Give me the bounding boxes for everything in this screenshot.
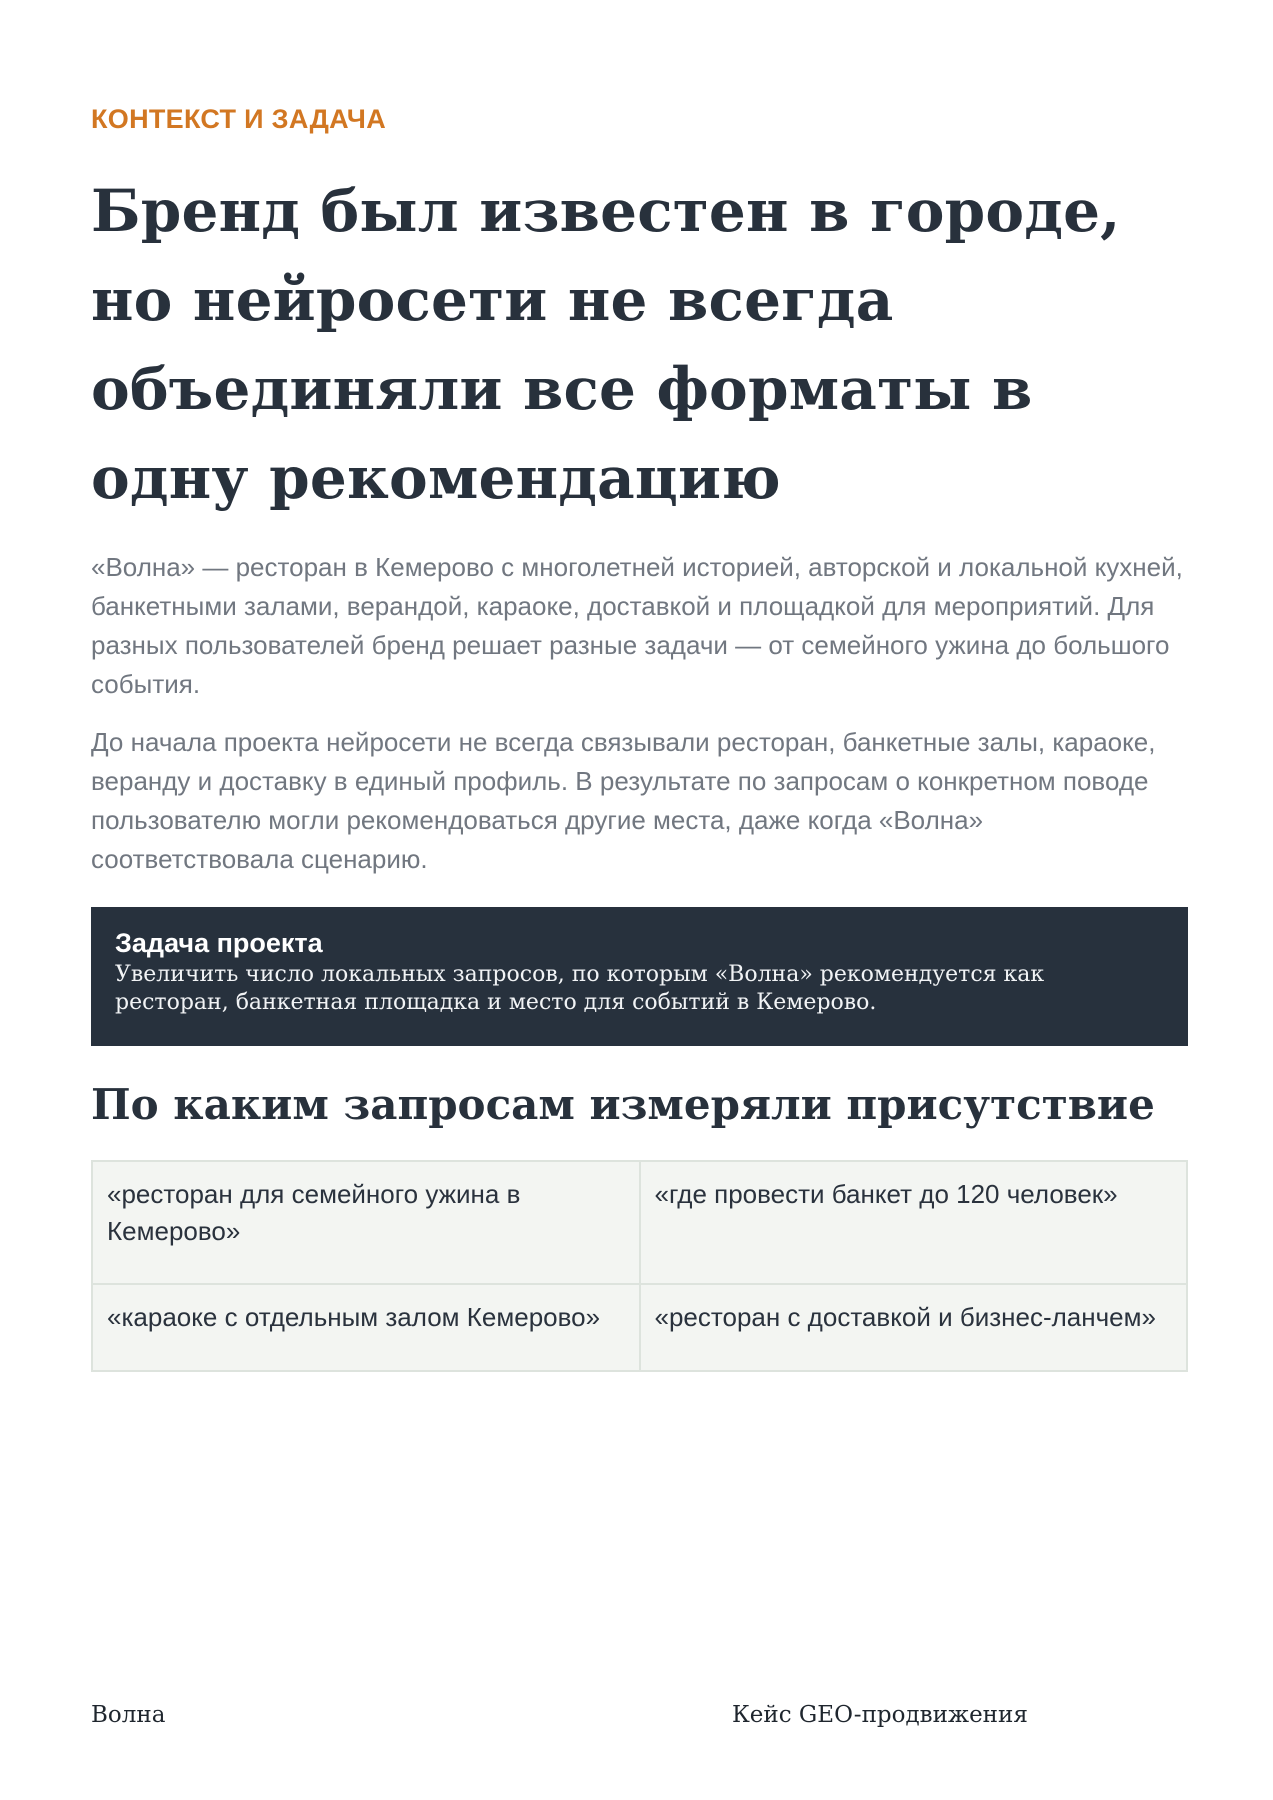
query-cell: «ресторан для семейного ужина в Кемерово»	[92, 1161, 640, 1284]
footer-doc-label: Кейс GEO-продвижения	[732, 1702, 1028, 1728]
table-row	[92, 1284, 1187, 1371]
task-text: Увеличить число локальных запросов, по которым «Волна» рекомендуется как ресторан, банкетная площадка и место для событий в Кемерово.	[115, 962, 1045, 1015]
page-title: Бренд был известен в городе, но нейросети не всегда объединяли все форматы в одну рекомендацию	[91, 177, 1121, 512]
page	[91, 0, 1188, 1800]
intro-paragraph-2: До начала проекта нейросети не всегда связывали ресторан, банкетные залы, караоке, веранду и доставку в единый профиль. В результате по запросам о конкретном поводе пользователю могли рекомендоваться другие места, даже когда «Волна» соответствовала сценарию.	[91, 727, 1156, 874]
task-title: Задача проекта	[115, 928, 323, 958]
table-row	[92, 1161, 1187, 1284]
intro-paragraph-1: «Волна» — ресторан в Кемерово с многолетней историей, авторской и локальной кухней, банкетными залами, верандой, караоке, доставкой и площадкой для мероприятий. Для разных пользователей бренд решает разные задачи — от семейного ужина до большого события.	[91, 552, 1183, 699]
queries-table	[91, 1160, 1188, 1372]
section-label: КОНТЕКСТ И ЗАДАЧА	[91, 104, 386, 134]
query-cell: «караоке с отдельным залом Кемерово»	[92, 1284, 640, 1371]
query-cell: «где провести банкет до 120 человек»	[640, 1161, 1188, 1284]
footer-brand: Волна	[91, 1702, 166, 1728]
query-cell: «ресторан с доставкой и бизнес-ланчем»	[640, 1284, 1188, 1371]
task-callout	[91, 907, 1188, 1046]
queries-section-title: По каким запросам измеряли присутствие	[91, 1080, 1155, 1129]
